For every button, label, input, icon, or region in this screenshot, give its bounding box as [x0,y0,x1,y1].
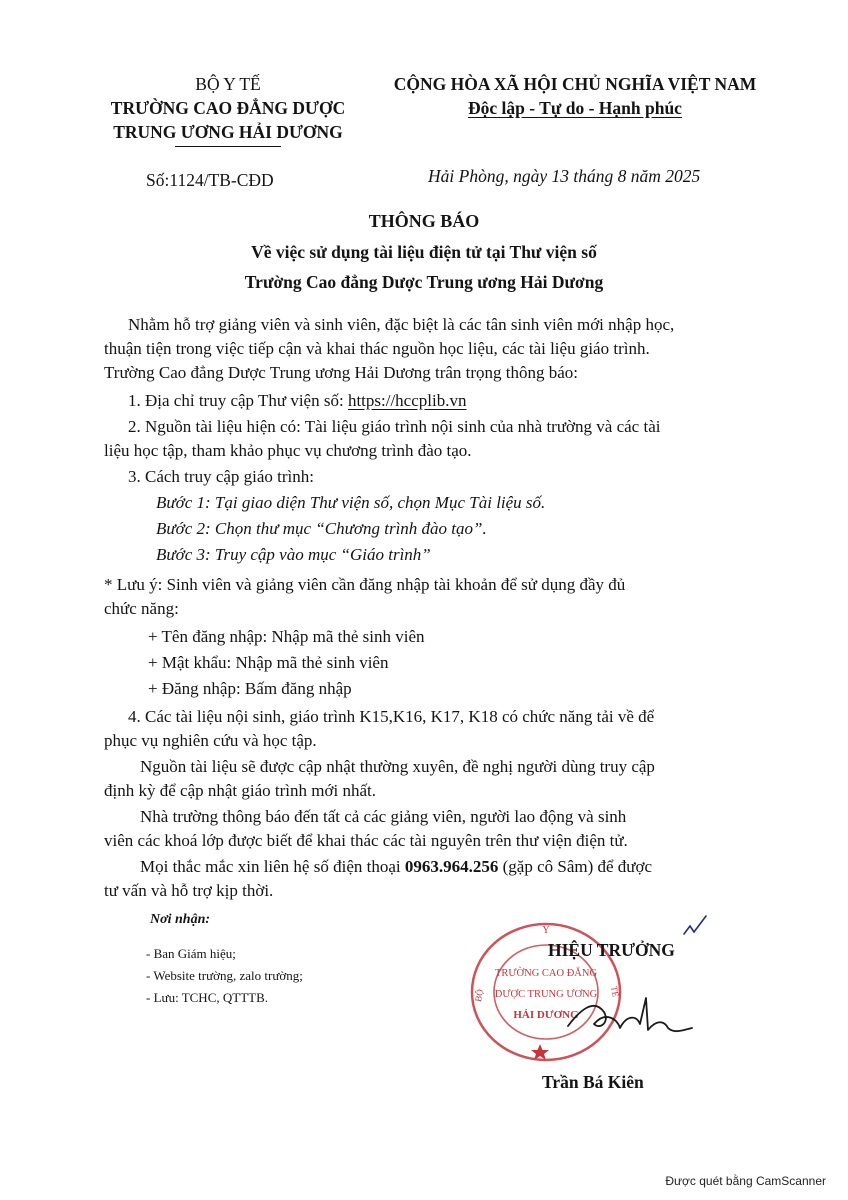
scanner-watermark: Được quét bằng CamScanner [665,1174,826,1188]
stamp-line2: DƯỢC TRUNG ƯƠNG [494,989,598,1000]
notify-line1: Nhà trường thông báo đến tất cả các giảng viên, người lao động và sinh [140,807,627,826]
item2-line1: 2. Nguồn tài liệu hiện có: Tài liệu giáo trình nội sinh của nhà trường và các tài [128,417,661,436]
recipient-1: - Ban Giám hiệu; [146,946,236,961]
handwritten-signature [560,990,700,1040]
contact-suffix: (gặp cô Sâm) để được [498,857,653,876]
stamp-line1: TRƯỜNG CAO ĐẲNG [494,968,598,979]
contact-prefix: Mọi thắc mắc xin liên hệ số điện thoại [140,857,405,876]
signer-name: Trần Bá Kiên [542,1072,644,1092]
item4-line2: phục vụ nghiên cứu và học tập. [104,731,317,750]
school-name-line1: TRƯỜNG CAO ĐẲNG DƯỢC [110,98,346,118]
recipient-2: - Website trường, zalo trường; [146,968,303,983]
step2: Bước 2: Chọn thư mục “Chương trình đào tạo”. [156,519,487,538]
stamp-line3: HẢI DƯƠNG [513,1009,579,1021]
national-motto: Độc lập - Tự do - Hạnh phúc [468,98,682,118]
document-subtitle-line2: Trường Cao đẳng Dược Trung ương Hải Dương [244,272,604,292]
recipients-heading: Nơi nhận: [150,912,211,927]
document-date: Hải Phòng, ngày 13 tháng 8 năm 2025 [428,166,701,186]
item3: 3. Cách truy cập giáo trình: [128,467,315,486]
note-line1: * Lưu ý: Sinh viên và giảng viên cần đăng nhập tài khoản để sử dụng đầy đủ [104,575,626,594]
recipient-3: - Lưu: TCHC, QTTTB. [146,990,268,1005]
notify-line2: viên các khoá lớp được biết để khai thác các tài nguyên trên thư viện điện tử. [104,831,628,850]
step3: Bước 3: Truy cập vào mục “Giáo trình” [156,545,431,564]
check-mark-icon [680,912,710,942]
item4-line1: 4. Các tài liệu nội sinh, giáo trình K15,K16, K17, K18 có chức năng tải về để [128,707,655,726]
contact-phone: 0963.964.256 [404,857,499,876]
step1: Bước 1: Tại giao diện Thư viện số, chọn Mục Tài liệu số. [156,493,546,512]
intro-line1: Nhằm hỗ trợ giảng viên và sinh viên, đặc biệt là các tân sinh viên mới nhập học, [128,315,675,334]
contact-line2: tư vấn và hỗ trợ kịp thời. [104,881,274,900]
intro-line2: thuận tiện trong việc tiếp cận và khai thác nguồn học liệu, các tài liệu giáo trình. [104,339,650,358]
note-line2: chức năng: [104,599,179,618]
document-number: Số:1124/TB-CĐD [146,170,274,190]
login-password: + Mật khẩu: Nhập mã thẻ sinh viên [148,653,389,672]
library-link[interactable]: https://hccplib.vn [347,391,467,410]
stamp-star-icon [531,1044,549,1060]
header-left-divider [175,146,281,147]
login-action: + Đăng nhập: Bấm đăng nhập [148,679,352,698]
update-line1: Nguồn tài liệu sẽ được cập nhật thường xuyên, đề nghị người dùng truy cập [140,757,655,776]
document-subtitle-line1: Về việc sử dụng tài liệu điện tử tại Thư viện số [251,242,597,262]
signer-role: HIỆU TRƯỞNG [548,940,675,960]
school-name-line2: TRUNG ƯƠNG HẢI DƯƠNG [113,122,343,142]
update-line2: định kỳ để cập nhật giáo trình mới nhất. [104,781,376,800]
item2-line2: liệu học tập, tham khảo phục vụ chương trình đào tạo. [104,441,472,460]
contact-line1 [140,854,652,880]
stamp-top-text: Y [542,925,550,936]
intro-line3: Trường Cao đẳng Dược Trung ương Hải Dương trân trọng thông báo: [104,363,579,382]
stamp-right-text: TẾ [609,985,621,998]
stamp-left-text: BỘ [473,988,486,1003]
item1 [128,388,466,414]
item1-label: 1. Địa chỉ truy cập Thư viện số: [128,391,348,410]
country-name: CỘNG HÒA XÃ HỘI CHỦ NGHĨA VIỆT NAM [393,74,757,94]
document-title: THÔNG BÁO [368,211,480,231]
ministry-name: BỘ Y TẾ [195,74,261,94]
login-username: + Tên đăng nhập: Nhập mã thẻ sinh viên [148,627,425,646]
